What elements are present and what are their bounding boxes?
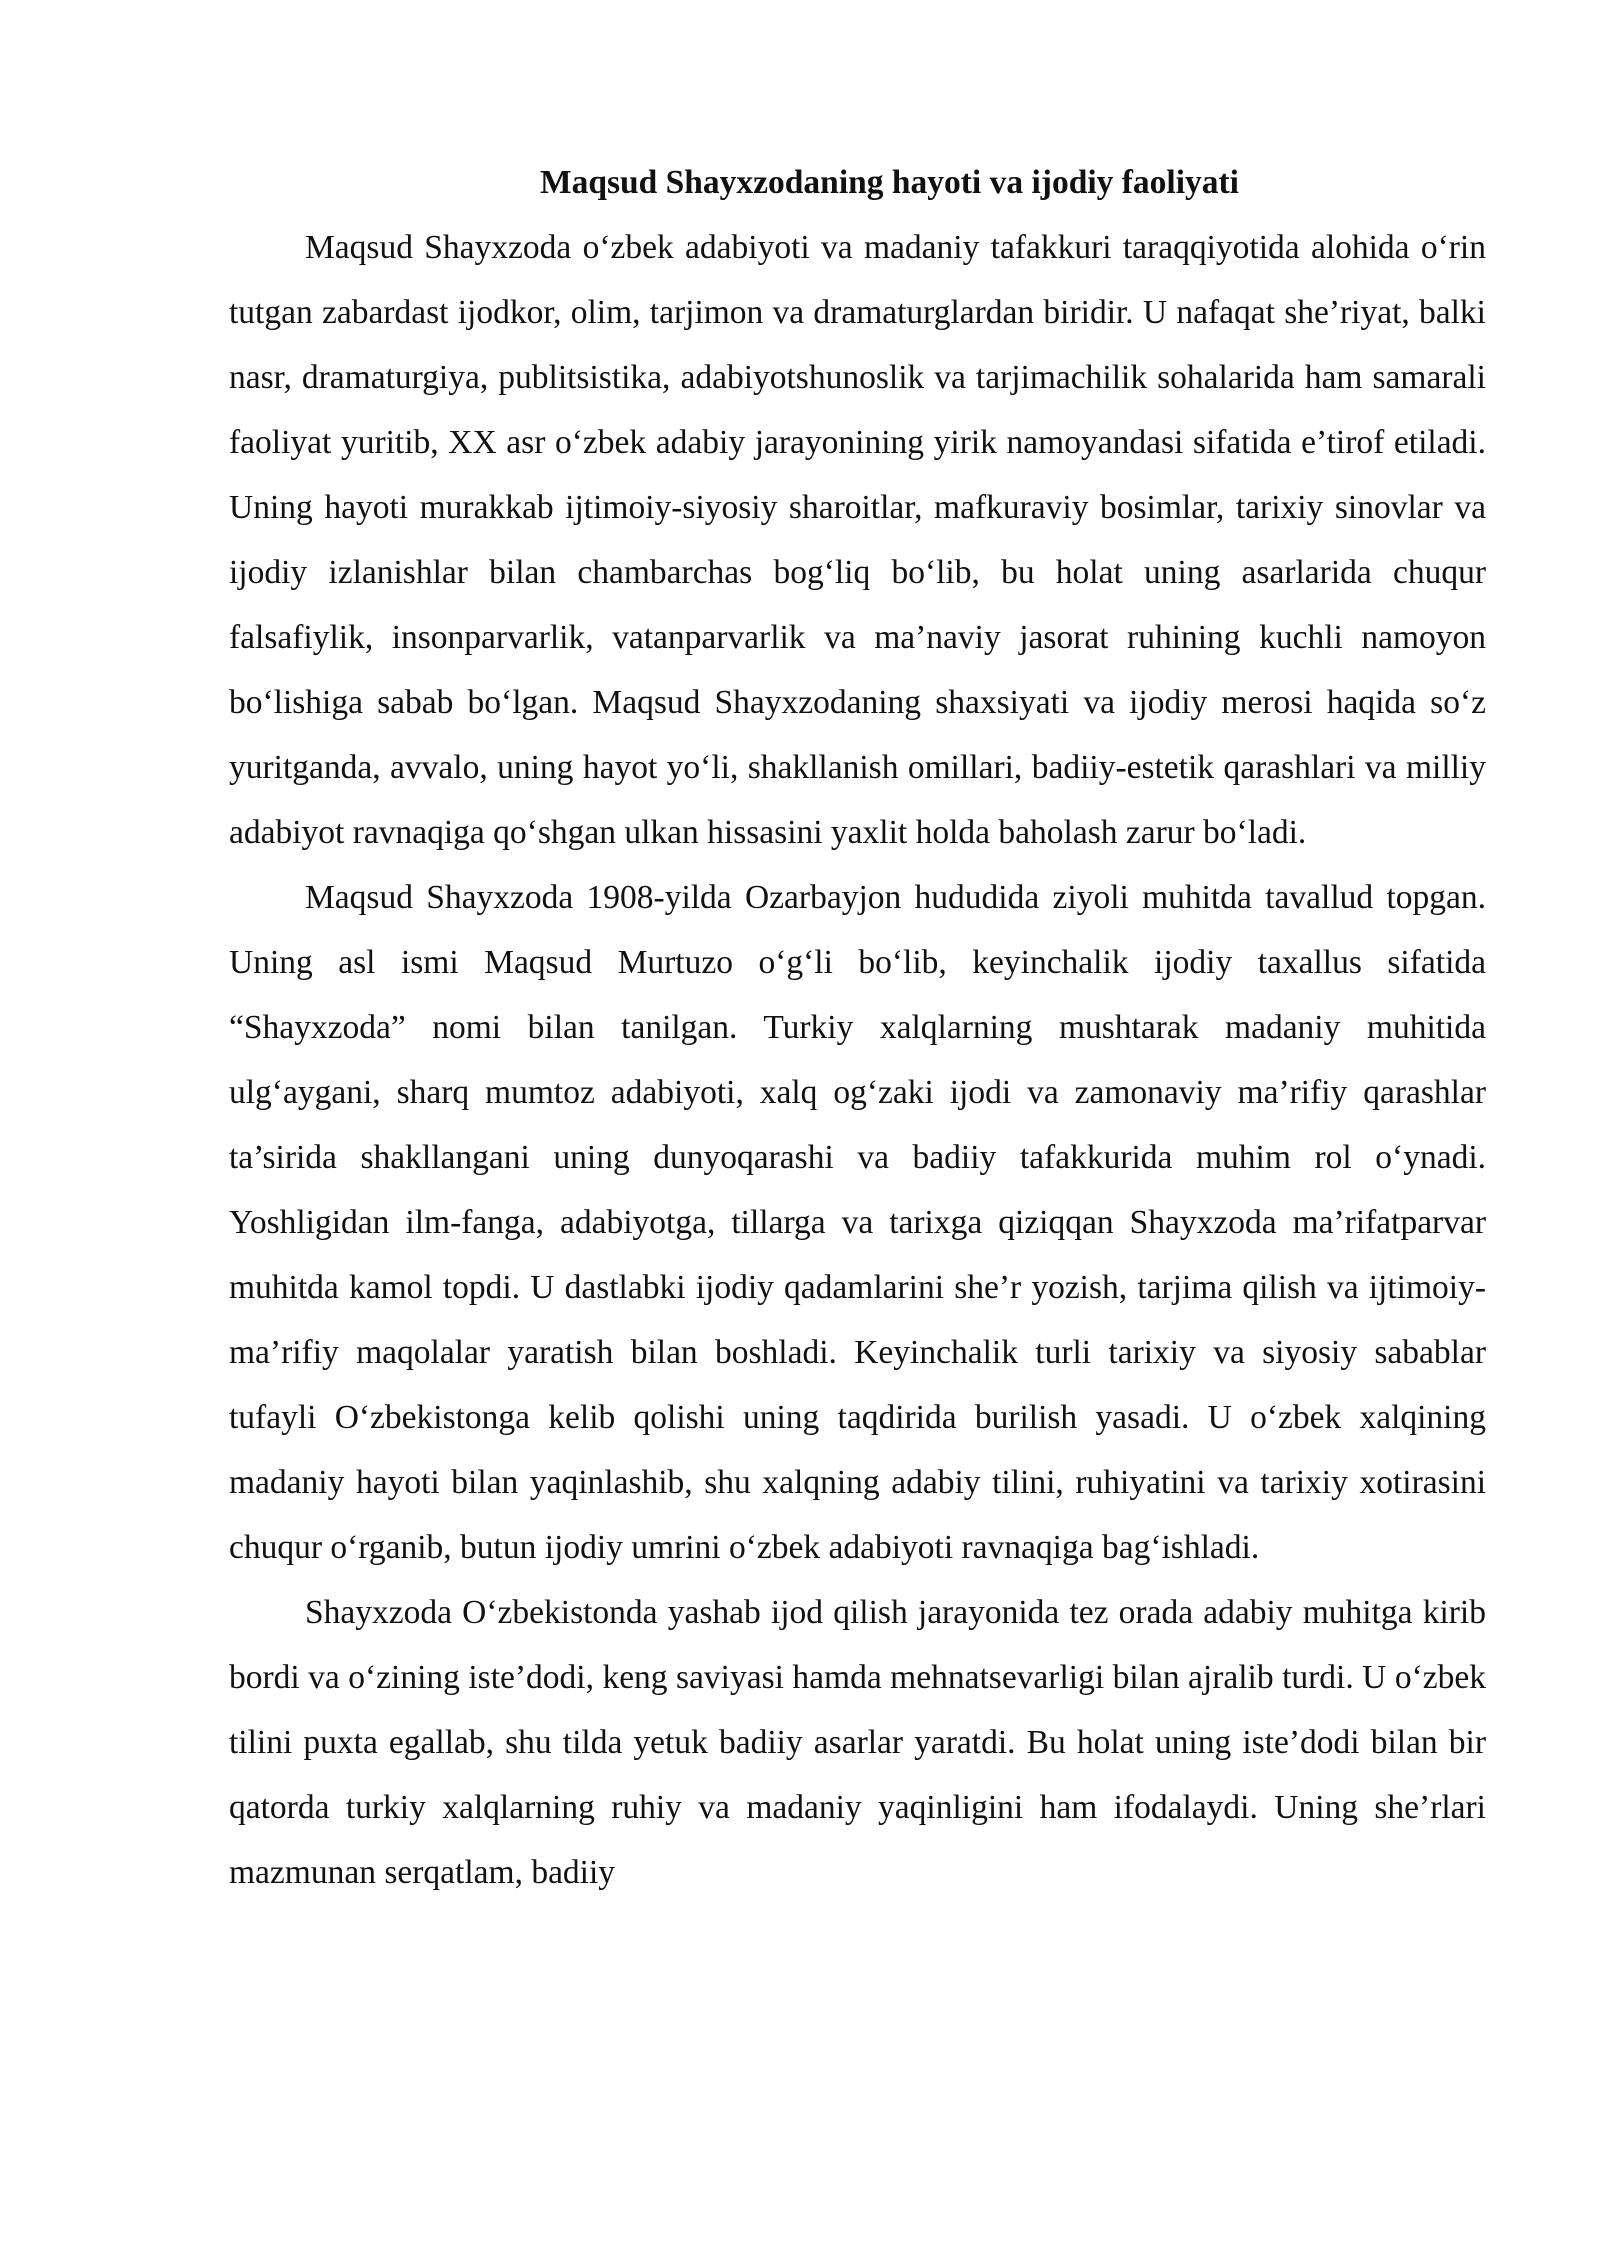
- paragraph-3: Shayxzoda O‘zbekistonda yashab ijod qilish jarayonida tez orada adabiy muhitga kirib bordi va o‘zining iste’dodi, keng saviyasi hamda mehnatsevarligi bilan ajralib turdi. U o‘zbek tilini puxta egallab, shu tilda yetuk badiiy asarlar yaratdi. Bu holat uning iste’dodi bilan bir qatorda turkiy xalqlarning ruhiy va madaniy yaqinligini ham ifodalaydi. Uning she’rlari mazmunan serqatlam, badiiy: [229, 1594, 1486, 1891]
- document-title: Maqsud Shayxzodaning hayoti va ijodiy faoliyati: [540, 164, 1239, 201]
- paragraph-2: Maqsud Shayxzoda 1908-yilda Ozarbayjon hududida ziyoli muhitda tavallud topgan. Uning asl ismi Maqsud Murtuzo o‘g‘li bo‘lib, keyinchalik ijodiy taxallus sifatida “Shayxzoda” nomi bilan tanilgan. Turkiy xalqlarning mushtarak madaniy muhitida ulg‘aygani, sharq mumtoz adabiyoti, xalq og‘zaki ijodi va zamonaviy ma’rifiy qarashlar ta’sirida shakllangani uning dunyoqarashi va badiiy tafakkurida muhim rol o‘ynadi. Yoshligidan ilm-fanga, adabiyotga, tillarga va tarixga qiziqqan Shayxzoda ma’rifatparvar muhitda kamol topdi. U dastlabki ijodiy qadamlarini she’r yozish, tarjima qilish va ijtimoiy-ma’rifiy maqolalar yaratish bilan boshladi. Keyinchalik turli tarixiy va siyosiy sabablar tufayli O‘zbekistonga kelib qolishi uning taqdirida burilish yasadi. U o‘zbek xalqining madaniy hayoti bilan yaqinlashib, shu xalqning adabiy tilini, ruhiyatini va tarixiy xotirasini chuqur o‘rganib, butun ijodiy umrini o‘zbek adabiyoti ravnaqiga bag‘ishladi.: [229, 879, 1486, 1566]
- document-body: [229, 150, 1486, 1905]
- paragraph-1: Maqsud Shayxzoda o‘zbek adabiyoti va madaniy tafakkuri taraqqiyotida alohida o‘rin tutgan zabardast ijodkor, olim, tarjimon va dramaturglardan biridir. U nafaqat she’riyat, balki nasr, dramaturgiya, publitsistika, adabiyotshunoslik va tarjimachilik sohalarida ham samarali faoliyat yuritib, XX asr o‘zbek adabiy jarayonining yirik namoyandasi sifatida e’tirof etiladi. Uning hayoti murakkab ijtimoiy-siyosiy sharoitlar, mafkuraviy bosimlar, tarixiy sinovlar va ijodiy izlanishlar bilan chambarchas bog‘liq bo‘lib, bu holat uning asarlarida chuqur falsafiylik, insonparvarlik, vatanparvarlik va ma’naviy jasorat ruhining kuchli namoyon bo‘lishiga sabab bo‘lgan. Maqsud Shayxzodaning shaxsiyati va ijodiy merosi haqida so‘z yuritganda, avvalo, uning hayot yo‘li, shakllanish omillari, badiiy-estetik qarashlari va milliy adabiyot ravnaqiga qo‘shgan ulkan hissasini yaxlit holda baholash zarur bo‘ladi.: [229, 229, 1486, 851]
